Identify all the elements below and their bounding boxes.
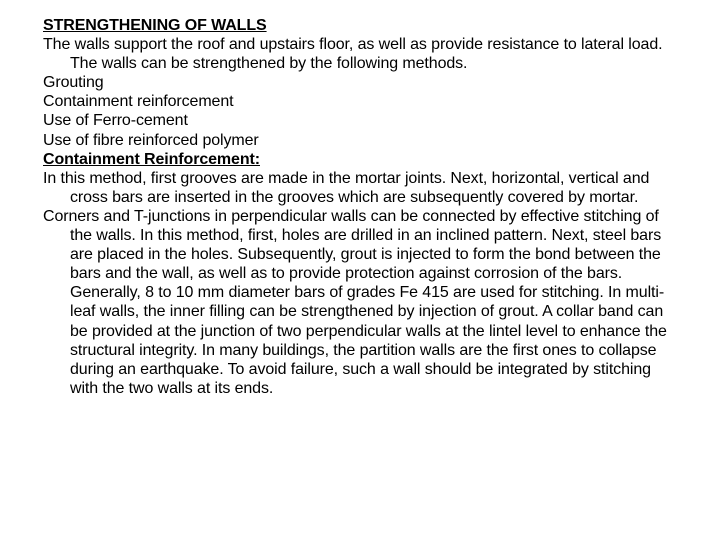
containment-paragraph: In this method, first grooves are made in the mortar joints. Next, horizontal, vertical and cross bars are inserted in the grooves which are subsequently covered by mortar. xyxy=(43,169,650,206)
stitching-paragraph: Corners and T-junctions in perpendicular walls can be connected by effective stitching of the walls. In this method, first, holes are drilled in an inclined pattern. Next, steel bars are placed in the holes. Subsequently, grout is injected to form the bond between the bars and the wall, as well as to provide protection against corrosion of the bars. Generally, 8 to 10 mm diameter bars of grades Fe 415 are used for stitching. In multi-leaf walls, the inner filling can be strengthened by injection of grout. A collar band can be provided at the junction of two perpendicular walls at the lintel level to enhance the structural integrity. In many buildings, the partition walls are the first ones to collapse during an earthquake. To avoid failure, such a wall should be integrated by stitching with the two walls at its ends. xyxy=(43,207,667,397)
method-item-fibre-polymer: Use of fibre reinforced polymer xyxy=(43,131,259,149)
section-heading-strengthening: STRENGTHENING OF WALLS xyxy=(43,17,267,34)
section-heading-containment: Containment Reinforcement: xyxy=(43,150,260,168)
method-item-containment: Containment reinforcement xyxy=(43,93,234,111)
method-item-ferro-cement: Use of Ferro-cement xyxy=(43,112,188,130)
intro-paragraph: The walls support the roof and upstairs floor, as well as provide resistance to lateral load. The walls can be strengthened by the following methods. xyxy=(43,36,663,73)
slide-body xyxy=(43,16,683,398)
method-item-grouting: Grouting xyxy=(43,74,104,92)
